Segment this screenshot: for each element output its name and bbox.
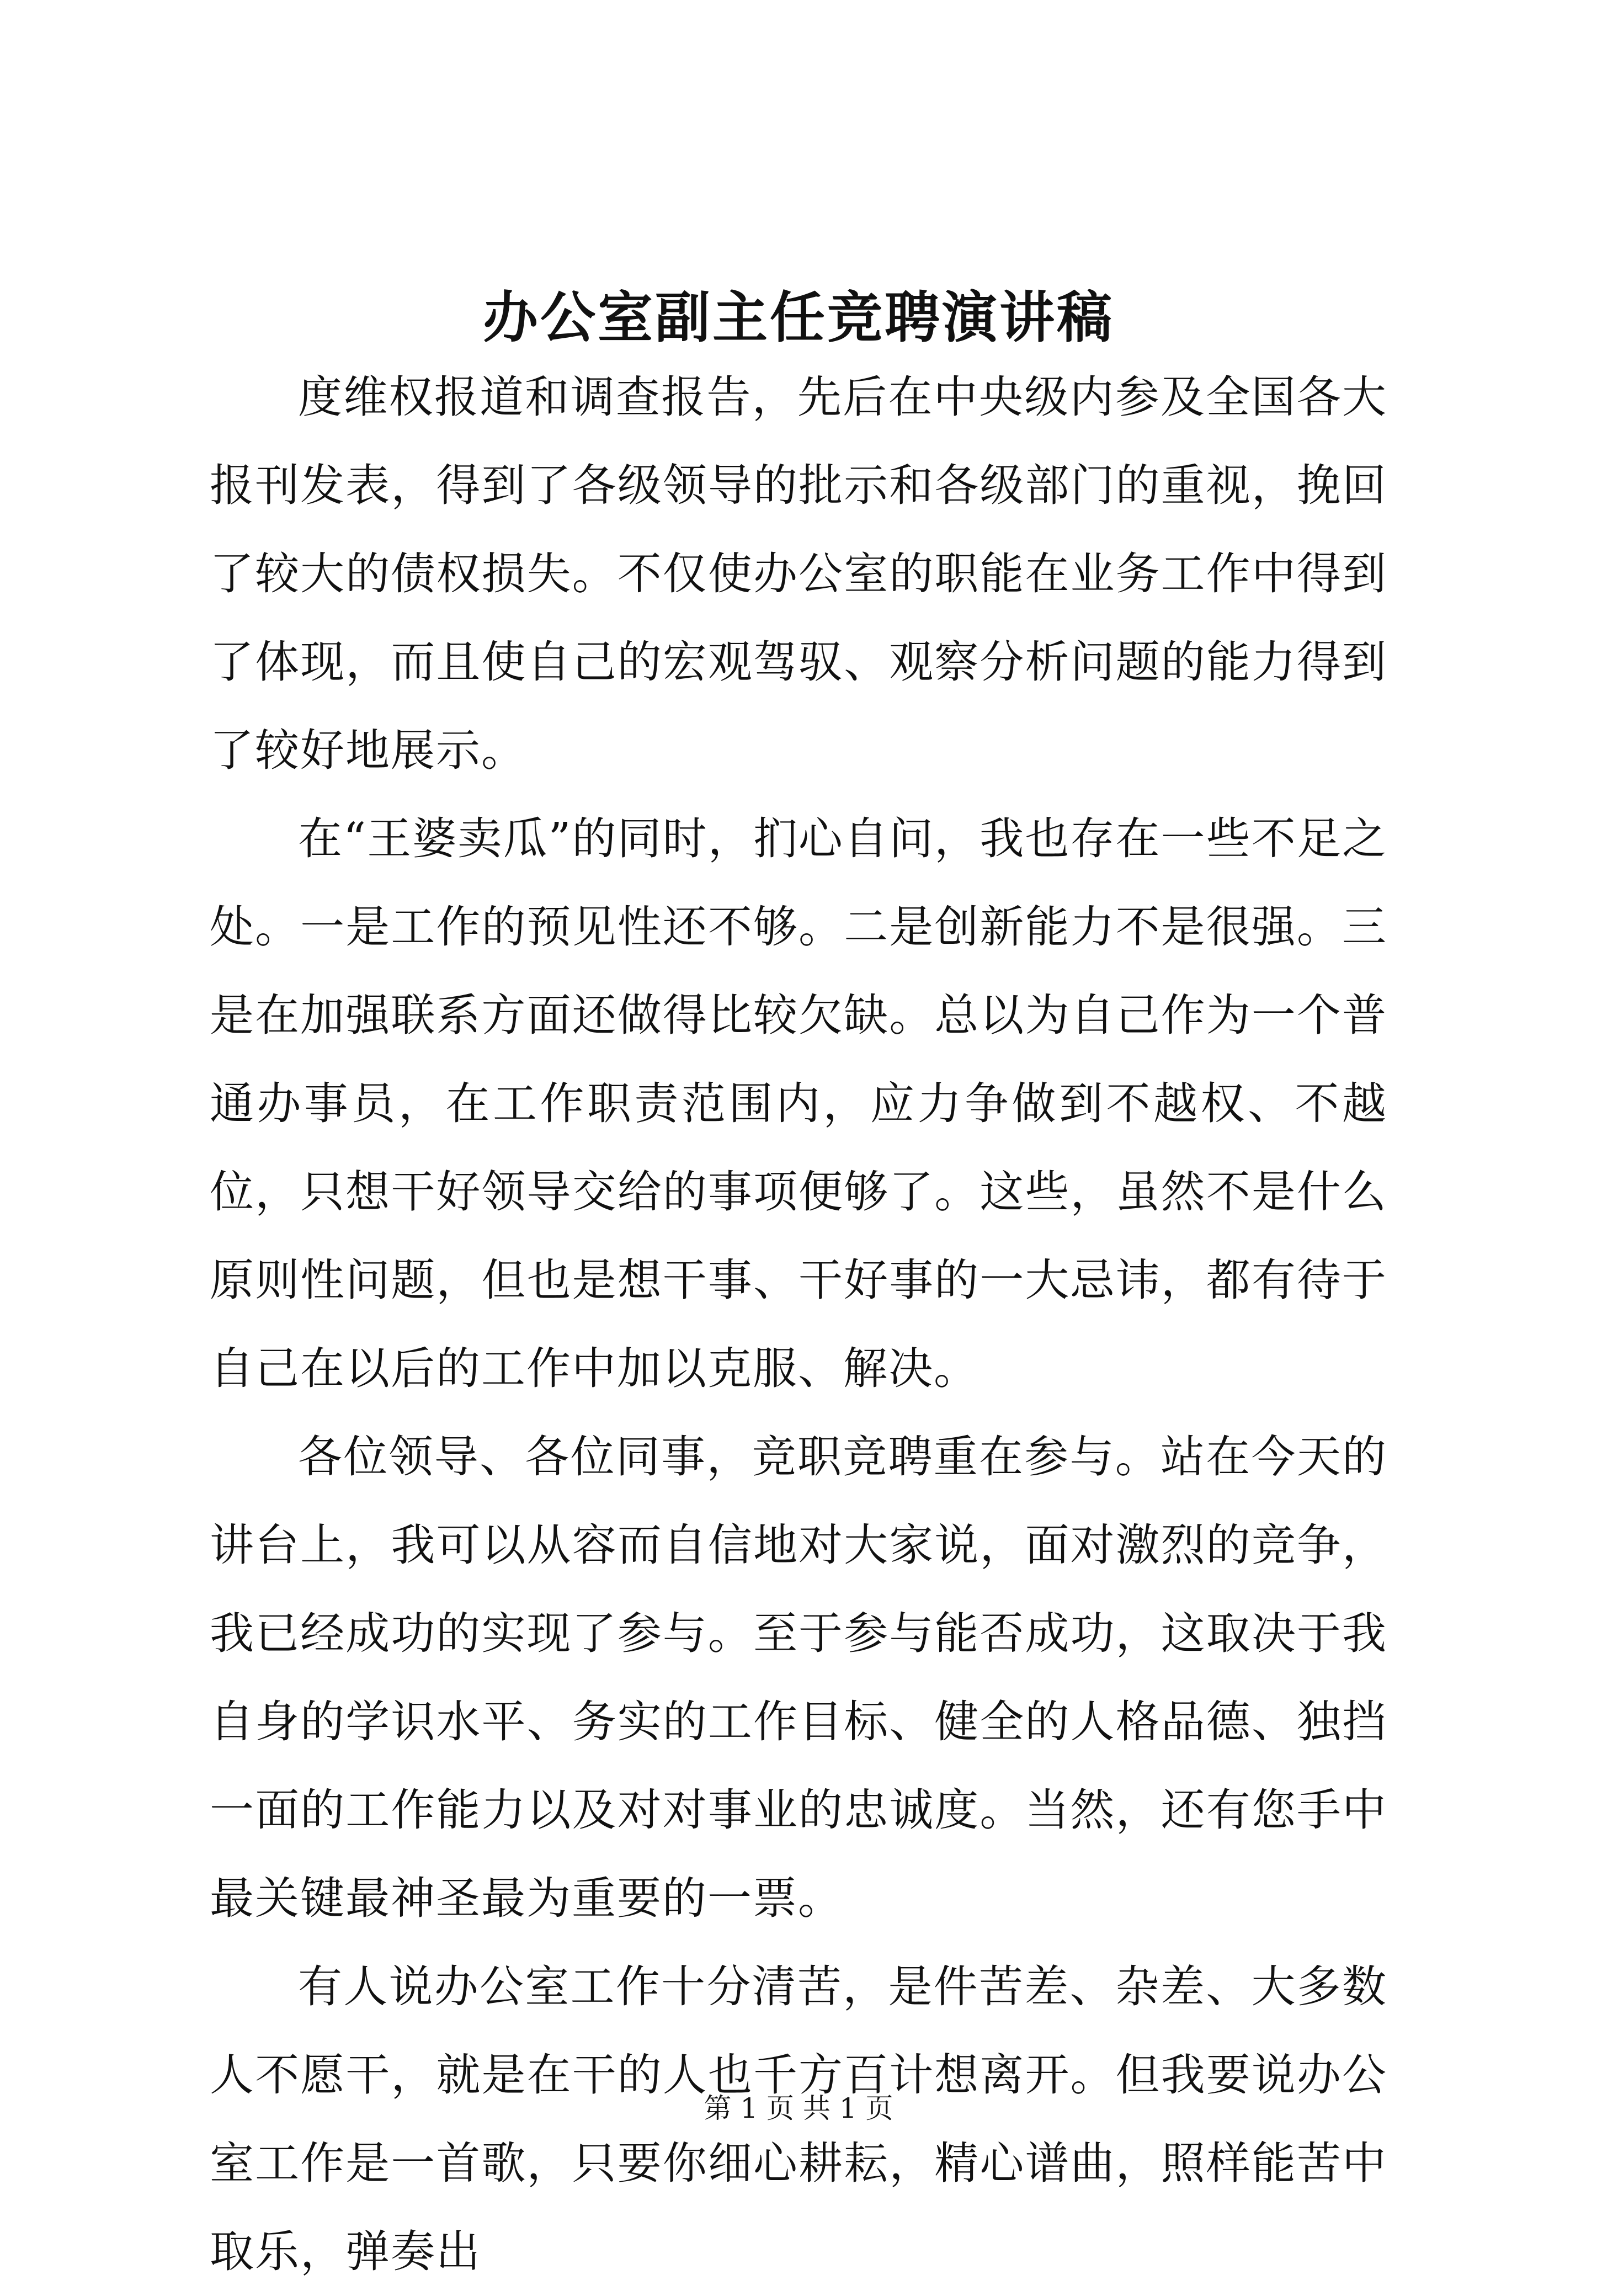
paragraph: 在“王婆卖瓜”的同时，扪心自问，我也存在一些不足之处。一是工作的预见性还不够。二是创新能力不是很强。三是在加强联系方面还做得比较欠缺。总以为自己作为一个普通办事员，在工作职责范围内，应力争做到不越权、不越位，只想干好领导交给的事项便够了。这些，虽然不是什么原则性问题，但也是想干事、干好事的一大忌讳，都有待于自己在以后的工作中加以克服、解决。	[210, 813, 1387, 1394]
page-footer: 第 1 页 共 1 页	[704, 2092, 893, 2124]
paragraph: 有人说办公室工作十分清苦，是件苦差、杂差、大多数人不愿干，就是在干的人也千方百计想离开。但我要说办公室工作是一首歌，只要你细心耕耘，精心谱曲，照样能苦中取乐，弹奏出	[210, 1961, 1387, 2277]
document-body	[210, 353, 1387, 2296]
document-title: 办公室副主任竞聘演讲稿	[483, 285, 1114, 350]
paragraph: 度维权报道和调查报告，先后在中央级内参及全国各大报刊发表，得到了各级领导的批示和各级部门的重视，挽回了较大的债权损失。不仅使办公室的职能在业务工作中得到了体现，而且使自己的宏观驾驭、观察分析问题的能力得到了较好地展示。	[210, 371, 1387, 776]
paragraph: 各位领导、各位同事，竞职竞聘重在参与。站在今天的讲台上，我可以从容而自信地对大家说，面对激烈的竞争，我已经成功的实现了参与。至于参与能否成功，这取决于我自身的学识水平、务实的工作目标、健全的人格品德、独挡一面的工作能力以及对对事业的忠诚度。当然，还有您手中最关键最神圣最为重要的一票。	[210, 1431, 1387, 1924]
